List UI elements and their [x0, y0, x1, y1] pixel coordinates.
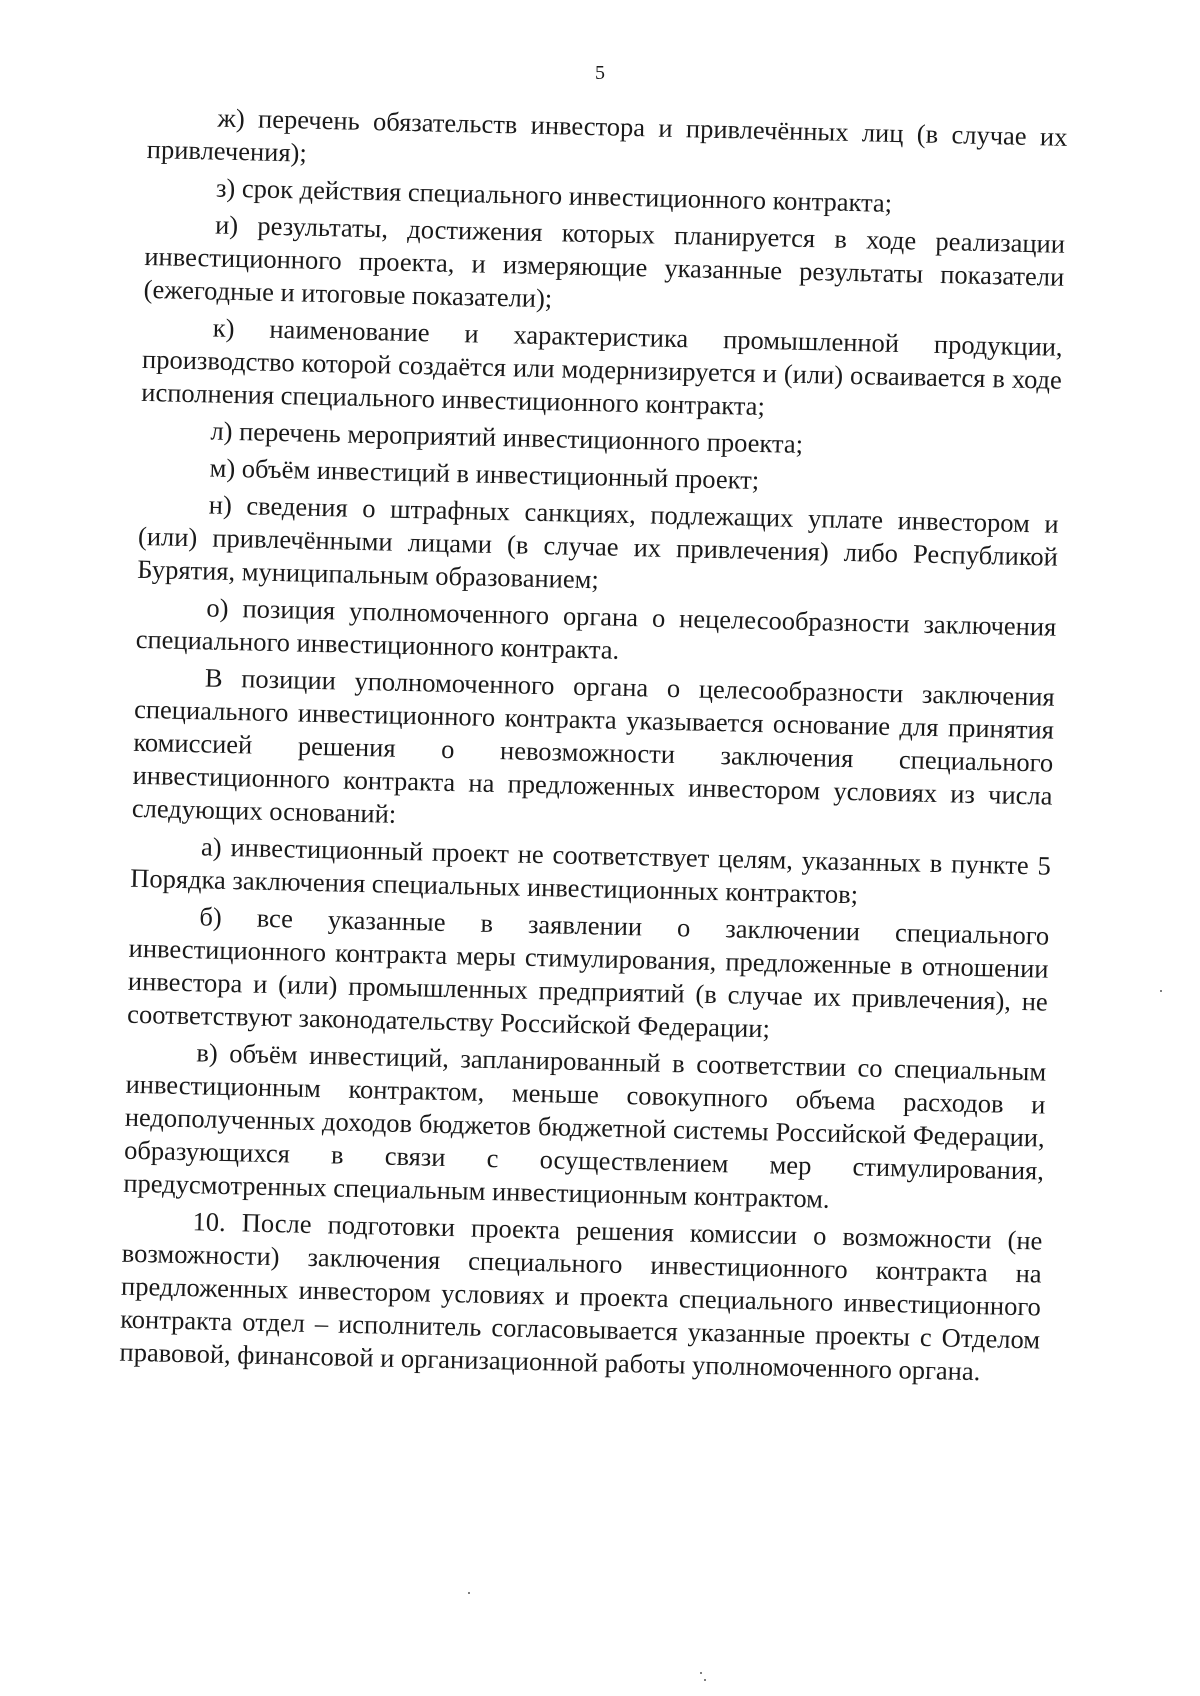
document-body	[119, 100, 1068, 1394]
paragraph-k: к) наименование и характеристика промышленной продукции, производство которой создаётся или модернизируется и (или) осваивается в ходе исполнения специального инвестиционного контракта;	[141, 312, 1063, 422]
paragraph-l: л) перечень мероприятий инвестиционного проекта;	[210, 415, 804, 459]
paragraph-ground-a: а) инвестиционный проект не соответствует целям, указанных в пункте 5 Порядка заключения специальных инвестиционных контрактов;	[130, 831, 1052, 910]
paragraph-zh: ж) перечень обязательств инвестора и привлечённых лиц (в случае их привлечения);	[146, 102, 1068, 168]
paragraph-m: м) объём инвестиций в инвестиционный проект;	[209, 452, 760, 495]
paragraph-ground-v: в) объём инвестиций, запланированный в соответствии со специальным инвестиционным контрактом, меньше совокупного объема расходов и недополученных доходов бюджетов бюджетной системы Российской Федерации, образующихся в связи с осуществлением мер стимулирования, предусмотренных специальным инвестиционным контрактом.	[123, 1037, 1047, 1214]
scan-speck	[468, 1592, 470, 1594]
scan-speck	[1160, 990, 1162, 992]
paragraph-item-10: 10. После подготовки проекта решения комиссии о возможности (не возможности) заключения специального инвестиционного контракта на предложенных инвестором условиях и проекта специального инвестиционного контракта отдел – исполнитель согласовывается указанные проекты с Отделом правовой, финансовой и организационной работы уполномоченного органа.	[119, 1206, 1043, 1387]
paragraph-position-grounds: В позиции уполномоченного органа о целесообразности заключения специального инвестиционного контракта указывается основание для принятия комиссией решения о невозможности заключения специального инвестиционного контракта на предложенных инвестором условиях из числа следующих оснований:	[131, 662, 1056, 829]
paragraph-i: и) результаты, достижения которых планируется в ходе реализации инвестиционного проекта, и измеряющие указанные результаты показатели (ежегодные и итоговые показатели);	[143, 209, 1066, 314]
paragraph-ground-b: б) все указанные в заявлении о заключении специального инвестиционного контракта меры стимулирования, предложенные в отношении инвестора и (или) промышленных предприятий (в случае их привлечения), не соответствуют законодательству Российской Федерации;	[126, 901, 1050, 1044]
scan-speck	[700, 1672, 702, 1674]
paragraph-n: н) сведения о штрафных санкциях, подлежащих уплате инвестором и (или) привлечёнными лицами (в случае их привлечения) либо Республикой Бурятия, муниципальным образованием;	[137, 489, 1059, 595]
paragraph-z: з) срок действия специального инвестиционного контракта;	[215, 172, 893, 218]
paragraph-o: о) позиция уполномоченного органа о нецелесообразности заключения специального инвестиционного контракта.	[135, 592, 1057, 665]
scan-speck	[704, 1679, 706, 1681]
page-number: 5	[595, 62, 605, 84]
